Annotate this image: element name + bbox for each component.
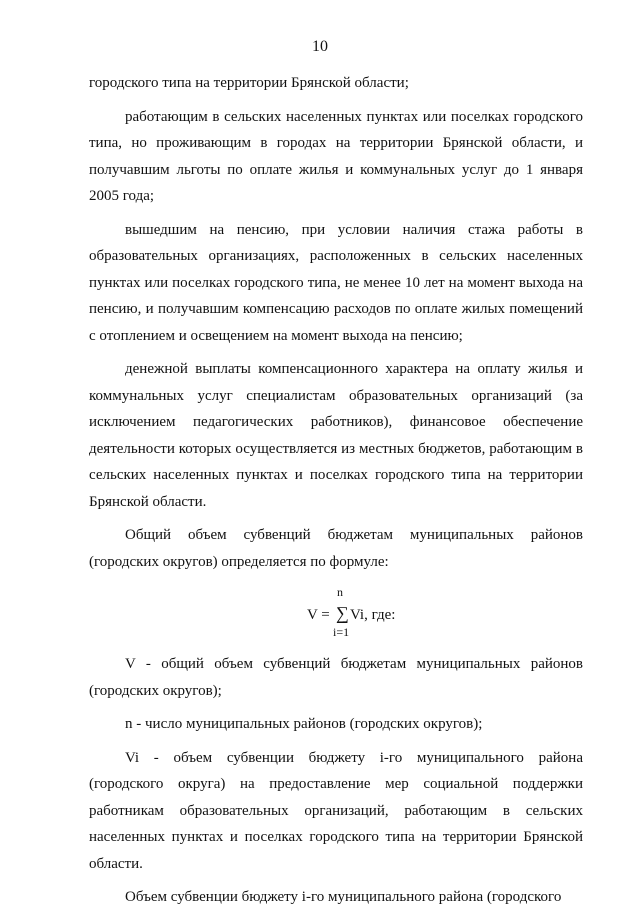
sum-formula: [89, 579, 583, 651]
sigma-symbol: ∑: [336, 603, 349, 623]
paragraph-retired: вышедшим на пенсию, при условии наличия стажа работы в образовательных организациях, расположенных в сельских населенных пунктах или поселках городского типа, не менее 10 лет на момент выхода на пенсию, и получавшим компенсацию расходов по оплате жилых помещений с отоплением и освещением на момент выхода на пенсию;: [89, 221, 583, 344]
paragraph-monetary-payment: денежной выплаты компенсационного характера на оплату жилья и коммунальных услуг специалистам образовательных организаций (за исключением педагогических работников), финансовое обеспечение деятельности которых осуществляется из местных бюджетов, работающим в сельских населенных пунктах и поселках городского типа на территории Брянской области.: [89, 361, 583, 510]
paragraph-subvention-volume: Объем субвенции бюджету i-го муниципального района (городского: [125, 889, 562, 905]
paragraph-total-volume: Общий объем субвенций бюджетам муниципальных районов (городских округов) определяется по формуле:: [89, 527, 583, 570]
page-number: 10: [312, 38, 328, 55]
paragraph-working-rural: работающим в сельских населенных пунктах или поселках городского типа, но проживающим в городах на территории Брянской области, и получавшим льготы по оплате жилья и коммунальных услуг до 1 января 2005 года;: [89, 108, 583, 204]
paragraph-continuation: городского типа на территории Брянской области;: [89, 75, 409, 91]
definition-vi: Vi - объем субвенции бюджету i-го муниципального района (городского округа) на предоставление мер социальной поддержки работникам образовательных организаций, работающим в сельских населенных пунктах и поселках городского типа на территории Брянской области.: [89, 749, 583, 872]
formula-upper-limit: n: [337, 585, 343, 599]
formula-right-side: Vi, где:: [350, 607, 396, 623]
definition-v: V - общий объем субвенций бюджетам муниципальных районов (городских округов);: [89, 656, 583, 699]
document-body: [89, 70, 583, 911]
formula-lower-limit: i=1: [333, 625, 350, 639]
definition-n: n - число муниципальных районов (городских округов);: [125, 716, 483, 732]
formula-left-side: V =: [307, 607, 330, 623]
